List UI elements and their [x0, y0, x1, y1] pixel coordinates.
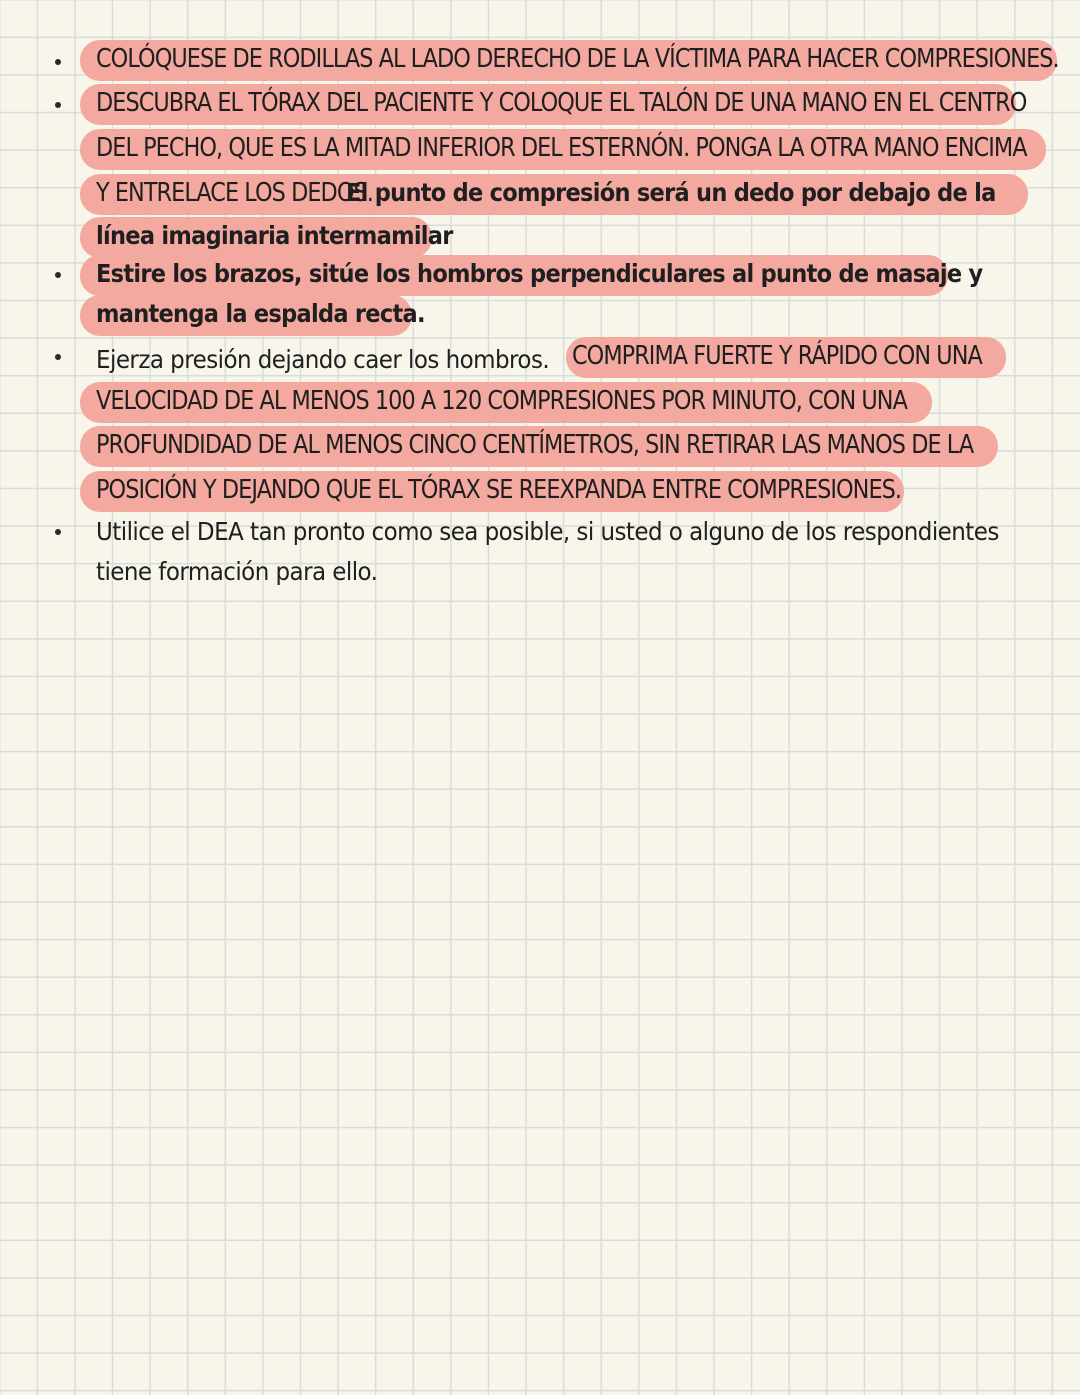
highlight — [80, 217, 453, 258]
highlight — [80, 295, 425, 336]
highlight — [566, 337, 1006, 378]
bullet-dot — [55, 272, 61, 278]
note-line — [96, 129, 1046, 167]
bullet-dot — [55, 102, 61, 108]
note-line — [96, 217, 453, 255]
note-text: Y ENTRELACE LOS DEDOS. — [96, 178, 373, 208]
note-text: PROFUNDIDAD DE AL MENOS CINCO CENTÍMETROS, SIN RETIRAR LAS MANOS DE LA — [96, 430, 974, 460]
note-line — [96, 295, 425, 333]
highlight — [80, 426, 998, 467]
highlight — [80, 129, 1046, 170]
note-line — [96, 337, 1006, 375]
note-text-plain: Utilice el DEA tan pronto como sea posible, si usted o alguno de los respondientes — [96, 517, 999, 546]
highlight — [80, 471, 904, 512]
highlight — [80, 255, 983, 296]
highlight — [80, 84, 1027, 125]
note-text-bold: mantenga la espalda recta. — [96, 299, 425, 328]
highlight — [80, 40, 1057, 81]
note-text: COLÓQUESE DE RODILLAS AL LADO DERECHO DE LA VÍCTIMA PARA HACER COMPRESIONES. — [96, 44, 1059, 74]
note-line — [96, 553, 402, 591]
note-text: DEL PECHO, QUE ES LA MITAD INFERIOR DEL ESTERNÓN. PONGA LA OTRA MANO ENCIMA — [96, 133, 1027, 163]
note-text: COMPRIMA FUERTE Y RÁPIDO CON UNA — [572, 341, 982, 371]
note-line — [96, 426, 998, 464]
note-line — [96, 40, 1057, 78]
note-text-bold: Estire los brazos, sitúe los hombros perpendiculares al punto de masaje y — [96, 259, 983, 288]
note-line — [96, 174, 1028, 212]
highlight — [80, 382, 932, 423]
note-line — [96, 471, 904, 509]
note-line — [96, 382, 932, 420]
note-text-bold: línea imaginaria intermamilar — [96, 221, 453, 250]
note-text: VELOCIDAD DE AL MENOS 100 A 120 COMPRESIONES POR MINUTO, CON UNA — [96, 386, 907, 416]
bullet-dot — [55, 59, 61, 65]
highlight — [80, 174, 1028, 215]
bullet-dot — [55, 529, 61, 535]
bullet-dot — [55, 354, 61, 360]
note-line — [96, 84, 1027, 122]
note-line — [96, 513, 1077, 551]
note-text: POSICIÓN Y DEJANDO QUE EL TÓRAX SE REEXPANDA ENTRE COMPRESIONES. — [96, 475, 902, 505]
note-text-bold: El punto de compresión será un dedo por debajo de la — [346, 178, 996, 207]
note-text-plain: tiene formación para ello. — [96, 557, 378, 586]
note-text: DESCUBRA EL TÓRAX DEL PACIENTE Y COLOQUE EL TALÓN DE UNA MANO EN EL CENTRO — [96, 88, 1027, 118]
note-text-plain: Ejerza presión dejando caer los hombros. — [96, 344, 550, 374]
note-line — [96, 255, 983, 293]
